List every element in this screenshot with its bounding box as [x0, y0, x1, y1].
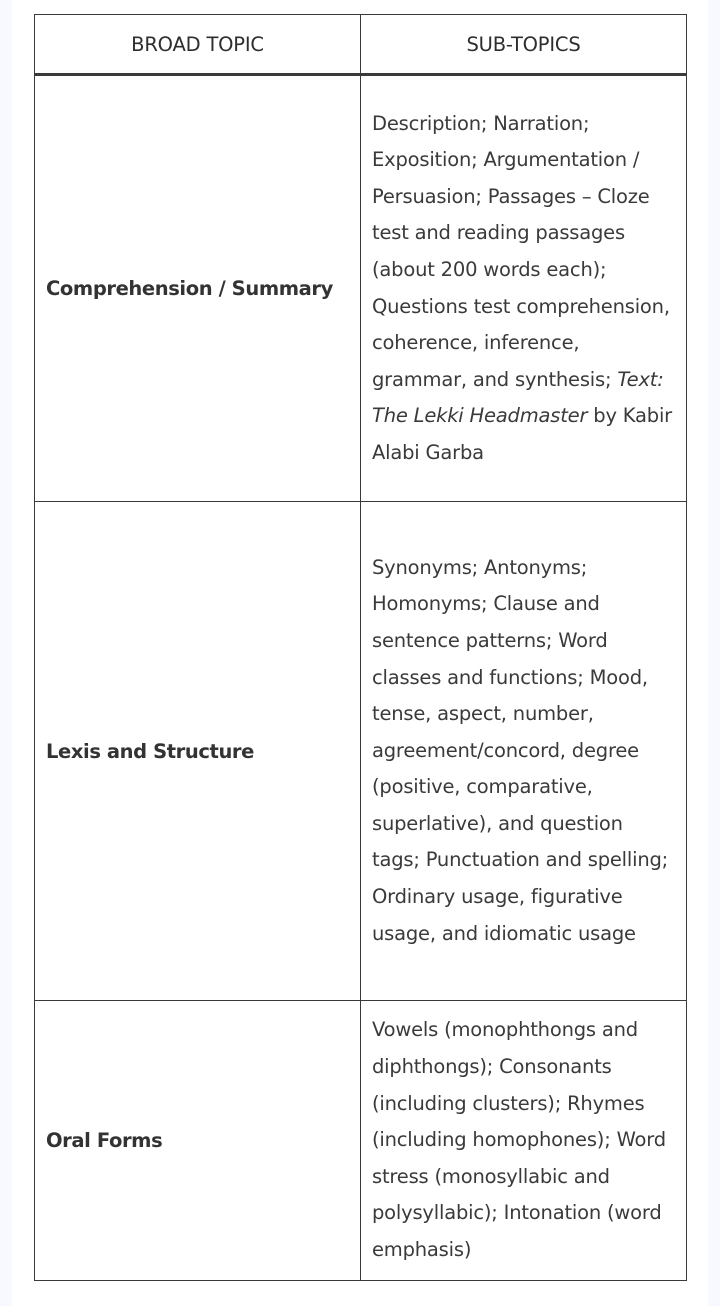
header-sub-topics: SUB-TOPICS [361, 15, 687, 75]
subtopics-cell [361, 75, 687, 502]
page-content [12, 0, 708, 1306]
topic-cell: Oral Forms [35, 1001, 361, 1281]
subtopics-text: Description; Narration; Exposition; Argumentation / Persuasion; Passages – Cloze test and reading passages (about 200 words each); Questions test comprehension, coherence, inference, grammar, and synthesis; [372, 111, 670, 391]
text-title-italic: Text: The Lekki Headmaster [372, 367, 664, 428]
table-row [35, 75, 687, 502]
table-row [35, 502, 687, 1001]
topic-cell: Lexis and Structure [35, 502, 361, 1001]
header-row [35, 15, 687, 75]
header-broad-topic: BROAD TOPIC [35, 15, 361, 75]
subtopics-cell: Vowels (monophthongs and diphthongs); Consonants (including clusters); Rhymes (including homophones); Word stress (monosyllabic and polysyllabic); Intonation (word emphasis) [361, 1001, 687, 1281]
table-row [35, 1001, 687, 1281]
table-header [35, 15, 687, 75]
topic-cell: Comprehension / Summary [35, 75, 361, 502]
subtopics-cell: Synonyms; Antonyms; Homonyms; Clause and sentence patterns; Word classes and functions; Mood, tense, aspect, number, agreement/concord, degree (positive, comparative, superlative), and question tags; Punctuation and spelling; Ordinary usage, figurative usage, and idiomatic usage [361, 502, 687, 1001]
syllabus-table [34, 14, 687, 1281]
subtopics-text-author: by Kabir Alabi Garba [372, 404, 673, 464]
